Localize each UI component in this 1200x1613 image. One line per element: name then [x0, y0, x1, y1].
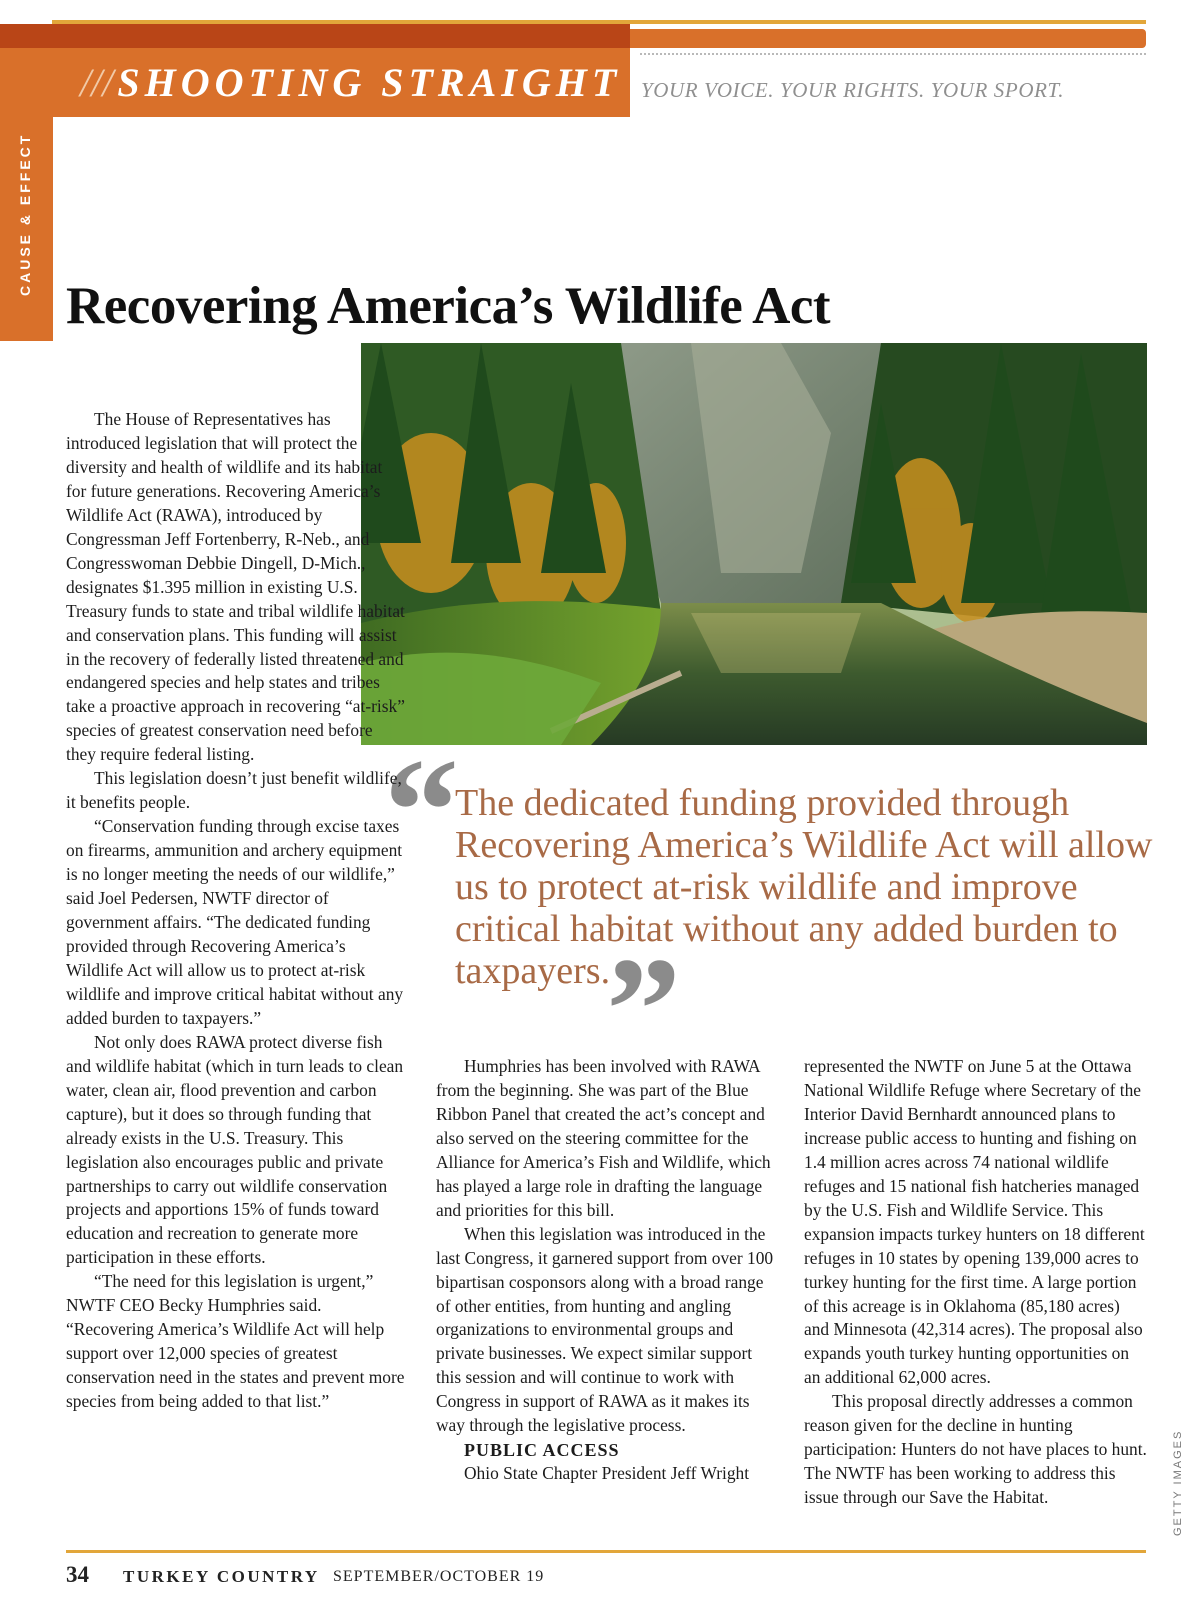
issue-date: SEPTEMBER/OCTOBER 19	[333, 1568, 545, 1585]
paragraph: “Conservation funding through excise taxes on firearms, ammunition and archery equipment is no longer meeting the needs of our wildlife,” said Joel Pedersen, NWTF director of government affairs. “The dedicated funding provided through Recovering America’s Wildlife Act will allow us to protect at-risk wildlife and improve critical habitat without any added burden to taxpayers.”	[66, 816, 404, 1028]
article-column-2	[436, 1055, 781, 1486]
header-bar-extension	[630, 29, 1146, 48]
paragraph: Not only does RAWA protect diverse fish and wildlife habitat (which in turn leads to clean water, clean air, flood prevention and carbon capture), but it does so through funding that already exists in the U.S. Treasury. This legislation also encourages public and private partnerships to carry out wildlife conservation projects and apportions 15% of funds toward education and recreation to generate more participation in these efforts.	[66, 1031, 404, 1268]
publication-name: TURKEY COUNTRY	[123, 1567, 320, 1586]
footer-rule	[66, 1550, 1146, 1553]
paragraph: The House of Representatives has introduced legislation that will protect the diversity and health of wildlife and its habitat for future generations. Recovering America’s Wildlife Act (RAWA), introduced by Congressman Jeff Fortenberry, R-Neb., and Congresswoman Debbie Dingell, D-Mich., designates $1.395 million in existing U.S. Treasury funds to state and tribal wildlife habitat and conservation plans. This funding will assist in the recovery of federally listed threatened and endangered species and help states and tribes take a proactive approach in recovering “at-risk” species of greatest conservation need before they require federal listing.	[66, 409, 405, 765]
paragraph: This proposal directly addresses a common reason given for the decline in hunting participation: Hunters do not have places to hunt. The NWTF has been working to address this issue through our Save the Habitat.	[804, 1391, 1147, 1508]
paragraph: represented the NWTF on June 5 at the Ottawa National Wildlife Refuge where Secretary of the Interior David Bernhardt announced plans to increase public access to hunting and fishing on 1.4 million acres across 74 national wildlife refuges and 15 national fish hatcheries managed by the U.S. Fish and Wildlife Service. This expansion impacts turkey hunters on 18 different refuges in 10 states by opening 139,000 acres to turkey hunting for the first time. A large portion of this acreage is in Oklahoma (85,180 acres) and Minnesota (42,314 acres). The proposal also expands youth turkey hunting opportunities on an additional 62,000 acres.	[804, 1056, 1145, 1388]
section-slashes: ///	[80, 60, 114, 105]
page-number: 34	[66, 1562, 89, 1587]
side-tab	[0, 117, 53, 341]
tagline: YOUR VOICE. YOUR RIGHTS. YOUR SPORT.	[641, 78, 1065, 102]
forest-river-photo	[361, 343, 1147, 745]
paragraph: When this legislation was introduced in the last Congress, it garnered support from over 100 bipartisan cosponsors along with a broad range of other entities, from hunting and angling organizations to environmental groups and private businesses. We expect similar support this session and will continue to work with Congress in support of RAWA as it makes its way through the legislative process.	[436, 1223, 774, 1436]
header-bar-accent	[0, 24, 630, 48]
section-title-text: SHOOTING STRAIGHT	[117, 60, 622, 105]
article-title: Recovering America’s Wildlife Act	[66, 277, 831, 335]
dotted-rule	[640, 53, 1146, 55]
paragraph: “The need for this legislation is urgent,” NWTF CEO Becky Humphries said. “Recovering America’s Wildlife Act will help support over 12,000 species of greatest conservation need in the states and prevent more species from being added to that list.”	[66, 1271, 405, 1412]
quote-close-mark: ”	[606, 927, 681, 1093]
side-tab-label: CAUSE & EFFECT	[17, 132, 33, 296]
paragraph: Ohio State Chapter President Jeff Wright	[464, 1463, 750, 1484]
article-column-3	[804, 1055, 1149, 1510]
article-column-1	[66, 408, 406, 1414]
quote-open-mark: “	[384, 728, 459, 894]
photo-credit	[1168, 1429, 1188, 1540]
pull-quote: The dedicated funding provided through Recovering America’s Wildlife Act will allow us to protect at-risk wildlife and improve critical habitat without any added burden to taxpayers.	[455, 782, 1153, 992]
section-title	[80, 58, 621, 108]
paragraph: This legislation doesn’t just benefit wildlife, it benefits people.	[66, 768, 402, 813]
paragraph: Humphries has been involved with RAWA from the beginning. She was part of the Blue Ribbon Panel that created the act’s concept and also served on the steering committee for the Alliance for America’s Fish and Wildlife, which has played a large role in drafting the language and priorities for this bill.	[436, 1056, 771, 1220]
subhead-public-access: PUBLIC ACCESS	[464, 1440, 620, 1461]
photo-credit-text: GETTY IMAGES	[1172, 1429, 1184, 1536]
